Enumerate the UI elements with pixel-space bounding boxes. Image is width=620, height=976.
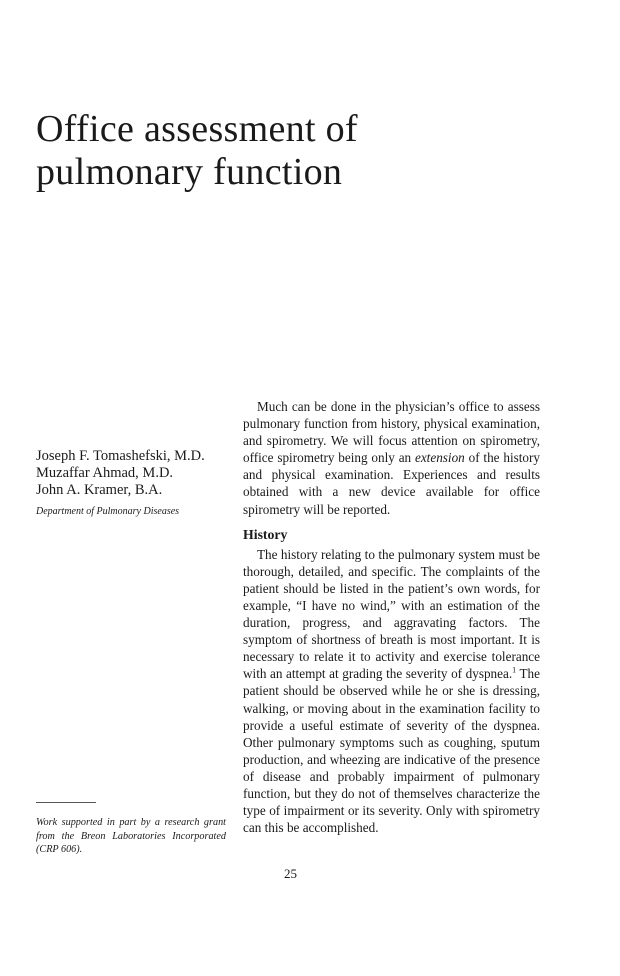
intro-paragraph [243,398,540,518]
intro-emphasis: extension [414,450,465,466]
funding-footnote: Work supported in part by a research grant from the Breon Laboratories Incorporated (CRP 606). [36,817,226,855]
intro-text: of the history and physical examination. Experiences and results obtained with a new device available for office spirometry will be reported. [243,450,540,517]
intro-text: Much can be done in the physician’s office to assess pulmonary function from history, physical examination, and spirometry. We will focus attention on spirometry, office spirometry being only an [243,399,540,466]
footnote-divider [36,802,96,803]
title-line-1: Office assessment of [36,108,358,150]
author-name: John A. Kramer, B.A. [36,482,163,498]
history-text: The history relating to the pulmonary system must be thorough, detailed, and specific. The complaints of the patient should be listed in the patient’s own words, for example, “I have no wind,” with an estimation of the duration, progress, and aggravating factors. The symptom of shortness of breath is most important. It is necessary to relate it to activity and exercise tolerance with an attempt at grading the severity of dyspnea. [243,546,540,682]
author-block [36,448,205,520]
article-title [36,108,358,194]
body-column [243,398,540,836]
page-number: 25 [284,866,297,881]
reference-marker: 1 [512,665,517,675]
title-line-2: pulmonary function [36,151,343,193]
author-name: Muzaffar Ahmad, M.D. [36,465,174,481]
section-heading: History [243,526,288,542]
author-department: Department of Pulmonary Diseases [36,506,180,517]
history-paragraph [243,546,540,837]
author-name: Joseph F. Tomashefski, M.D. [36,448,205,464]
history-text: The patient should be observed while he or she is dressing, walking, or moving about in the examination facility to provide a useful estimate of severity of the dyspnea. Other pulmonary symptoms such as coughing, sputum production, and wheezing are indicative of the presence of disease and probably impairment of pulmonary function, but they do not of themselves characterize the type of impairment or its severity. Only with spirometry can this be accomplished. [243,666,540,836]
